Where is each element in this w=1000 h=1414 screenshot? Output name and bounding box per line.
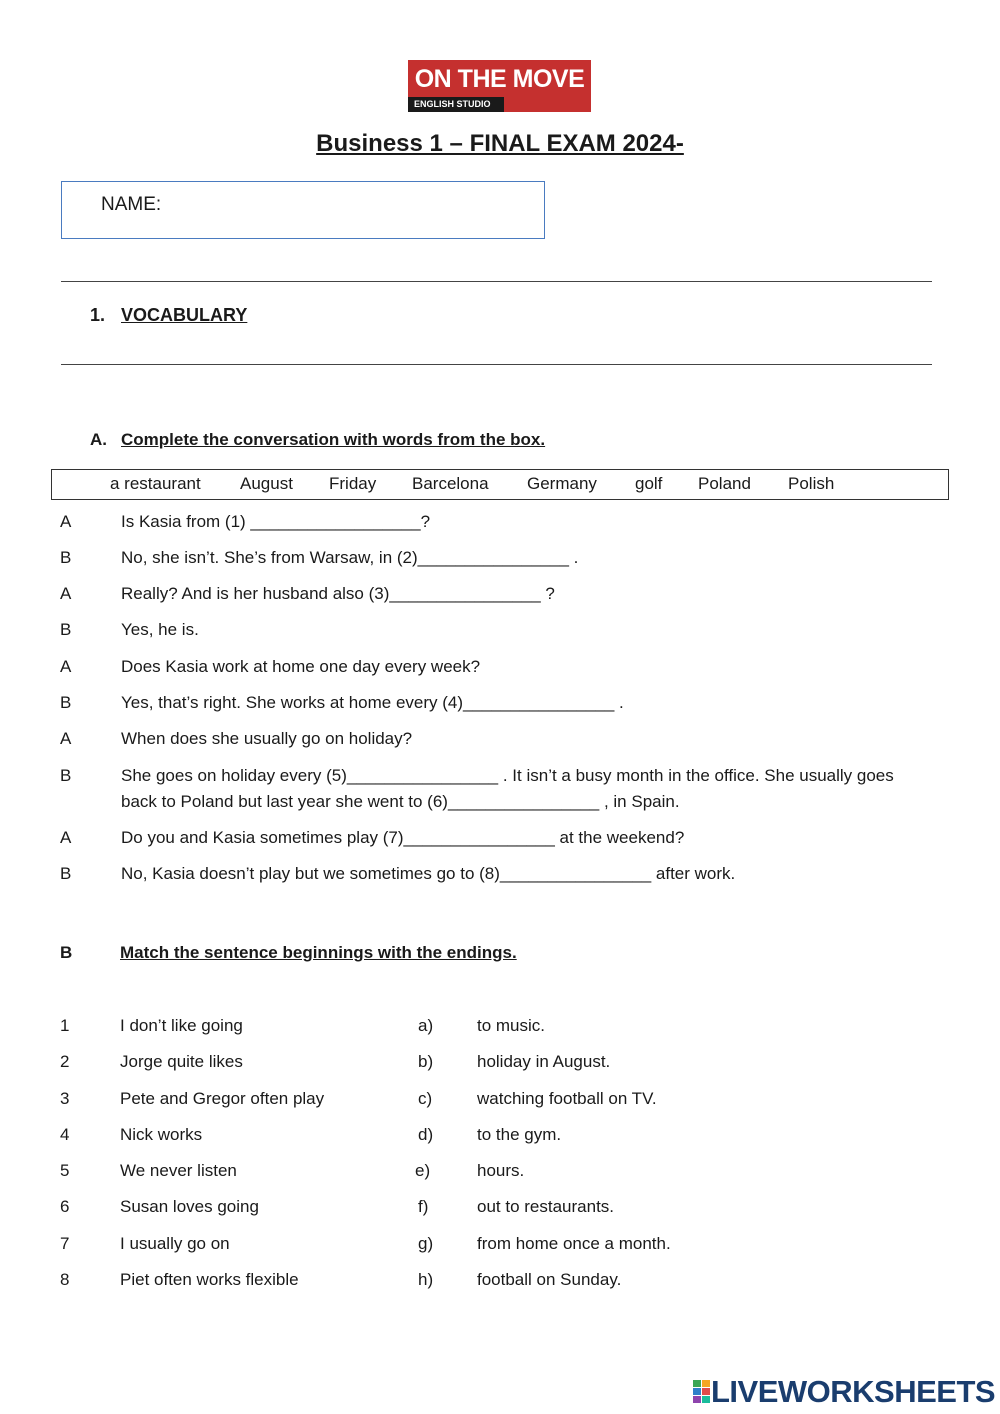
speaker-label: B [60,766,72,785]
conversation-line: Yes, that’s right. She works at home every (4)________________ . [121,693,624,712]
conversation-line: Do you and Kasia sometimes play (7)________________ at the weekend? [121,828,685,847]
ending-letter: e) [415,1161,431,1180]
liveworksheets-logo-icon [692,1378,712,1404]
sentence-beginning: I usually go on [120,1234,230,1253]
part-a-instruction: Complete the conversation with words from the box. [121,430,546,449]
part-b-instruction: Match the sentence beginnings with the endings. [120,943,517,962]
conversation-line: Is Kasia from (1) __________________? [121,512,431,531]
page-title: Business 1 – FINAL EXAM 2024- [316,130,684,157]
sentence-ending: hours. [477,1161,525,1180]
conversation-line: When does she usually go on holiday? [121,729,413,748]
logo-main-text: ON THE MOVE [414,65,585,93]
beginning-number: 2 [60,1052,70,1071]
part-b-letter: B [60,943,73,962]
ending-letter: a) [418,1016,434,1035]
name-label: NAME: [101,194,162,215]
beginning-number: 3 [60,1089,70,1108]
sentence-beginning: Pete and Gregor often play [120,1089,325,1108]
sentence-beginning: We never listen [120,1161,237,1180]
ending-letter: c) [418,1089,433,1108]
sentence-beginning: Susan loves going [120,1197,259,1216]
ending-letter: g) [418,1234,434,1253]
sentence-ending: holiday in August. [477,1052,611,1071]
conversation-line: No, Kasia doesn’t play but we sometimes go to (8)________________ after work. [121,864,736,883]
conversation-line: No, she isn’t. She’s from Warsaw, in (2)________________ . [121,548,579,567]
divider-bottom [61,364,932,365]
logo-sub-text: ENGLISH STUDIO [408,97,504,112]
word-box-item: Germany [527,474,597,493]
word-box-item: Friday [329,474,377,493]
sentence-beginning: Nick works [120,1125,203,1144]
beginning-number: 8 [60,1270,70,1289]
conversation-line: She goes on holiday every (5)________________ . It isn’t a busy month in the office. She usually goes [121,766,894,785]
beginning-number: 4 [60,1125,70,1144]
beginning-number: 1 [60,1016,70,1035]
conversation-line: Really? And is her husband also (3)________________ ? [121,584,555,603]
sentence-beginning: Piet often works flexible [120,1270,299,1289]
ending-letter: h) [418,1270,434,1289]
speaker-label: B [60,693,72,712]
speaker-label: B [60,620,72,639]
word-box-item: August [240,474,293,493]
logo [408,60,591,112]
word-box-item: Polish [788,474,835,493]
sentence-ending: football on Sunday. [477,1270,622,1289]
sentence-ending: to the gym. [477,1125,562,1144]
sentence-beginning: Jorge quite likes [120,1052,243,1071]
ending-letter: b) [418,1052,434,1071]
word-box-item: a restaurant [110,474,201,493]
speaker-label: A [60,729,72,748]
conversation-line: Yes, he is. [121,620,199,639]
ending-letter: d) [418,1125,434,1144]
word-box [51,469,949,500]
speaker-label: A [60,584,72,603]
sentence-ending: out to restaurants. [477,1197,615,1216]
speaker-label: B [60,864,72,883]
speaker-label: A [60,657,72,676]
beginning-number: 7 [60,1234,70,1253]
word-box-item: Poland [698,474,751,493]
beginning-number: 5 [60,1161,70,1180]
speaker-label: A [60,828,72,847]
conversation-line: Does Kasia work at home one day every week? [121,657,481,676]
part-a-letter: A. [90,430,107,449]
section-title: VOCABULARY [121,305,248,325]
divider-top [61,281,932,282]
word-box-item: golf [635,474,663,493]
beginning-number: 6 [60,1197,70,1216]
ending-letter: f) [418,1197,429,1216]
sentence-beginning: I don’t like going [120,1016,243,1035]
section-number: 1. [90,305,106,325]
speaker-label: B [60,548,72,567]
speaker-label: A [60,512,72,531]
liveworksheets-watermark [692,1374,996,1410]
conversation-line-continued: back to Poland but last year she went to (6)________________ , in Spain. [121,792,680,811]
name-field[interactable] [61,181,545,239]
sentence-ending: to music. [477,1016,546,1035]
sentence-ending: from home once a month. [477,1234,671,1253]
sentence-ending: watching football on TV. [477,1089,657,1108]
liveworksheets-text: LIVEWORKSHEETS [711,1374,996,1409]
word-box-item: Barcelona [412,474,489,493]
